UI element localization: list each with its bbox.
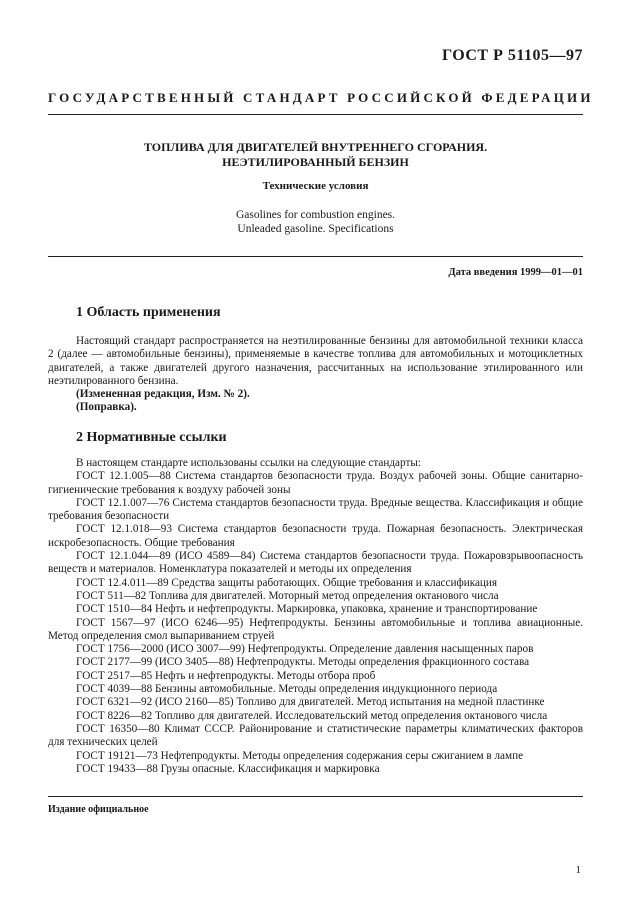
reference-item: ГОСТ 19433—88 Грузы опасные. Классификация и маркировка [76,762,380,775]
intro-date: Дата введения 1999—01—01 [448,267,583,278]
title-line-1: ТОПЛИВА ДЛЯ ДВИГАТЕЛЕЙ ВНУТРЕННЕГО СГОРАНИЯ. [143,140,488,154]
reference-item: ГОСТ 4039—88 Бензины автомобильные. Методы определения индукционного периода [76,683,498,696]
english-title [48,208,583,236]
edition-label: Издание официальное [48,804,149,815]
standard-header: ГОСУДАРСТВЕННЫЙ СТАНДАРТ РОССИЙСКОЙ ФЕДЕРАЦИИ [48,90,594,105]
english-title-line-1: Gasolines for combustion engines. [235,209,396,221]
gost-number: ГОСТ Р 51105—97 [441,47,583,64]
page-number: 1 [575,864,581,876]
footer-divider [48,796,583,797]
reference-item: ГОСТ 2517—85 Нефть и нефтепродукты. Методы отбора проб [76,669,376,682]
amendment-note: (Измененная редакция, Изм. № 2). [76,388,250,401]
reference-item: ГОСТ 12.1.005—88 Система стандартов безопасности труда. Воздух рабочей зоны. Общие санитарно-гигиенические требования к воздуху рабочей зоны [48,470,583,496]
correction-note: (Поправка). [76,401,137,414]
middle-divider [48,256,583,257]
reference-item: ГОСТ 2177—99 (ИСО 3405—88) Нефтепродукты. Методы определения фракционного состава [76,656,530,669]
section-1-body [48,335,583,415]
section-1-paragraph: Настоящий стандарт распространяется на неэтилированные бензины для автомобильной техники класса 2 (далее — автомобильные бензины), применяемые в качестве топлива для автомобильных и мотоциклетных двигателей, а также двигателей другого назначения, рассчитанных на использование этилированного или неэтилированного бензина. [48,335,583,387]
reference-item: ГОСТ 511—82 Топлива для двигателей. Моторный метод определения октанового числа [76,589,499,602]
reference-item: ГОСТ 6321—92 (ИСО 2160—85) Топливо для двигателей. Метод испытания на медной пластинке [76,696,545,709]
title-line-2: НЕЭТИЛИРОВАННЫЙ БЕНЗИН [222,155,409,169]
section-2-body [48,457,583,776]
reference-item: ГОСТ 1510—84 Нефть и нефтепродукты. Маркировка, упаковка, хранение и транспортирование [76,603,538,616]
reference-item: ГОСТ 1756—2000 (ИСО 3007—99) Нефтепродукты. Определение давления насыщенных паров [76,643,534,656]
document-subtitle: Технические условия [262,180,369,192]
reference-item: ГОСТ 1567—97 (ИСО 6246—95) Нефтепродукты. Бензины автомобильные и топлива авиационные. Метод определения смол выпариванием струей [48,616,583,642]
reference-item: ГОСТ 12.1.007—76 Система стандартов безопасности труда. Вредные вещества. Классификация и общие требования безопасности [48,496,583,523]
reference-item: ГОСТ 19121—73 Нефтепродукты. Методы определения содержания серы сжиганием в лампе [76,749,524,762]
reference-item: ГОСТ 12.4.011—89 Средства защиты работающих. Общие требования и классификация [76,576,498,589]
reference-item: ГОСТ 8226—82 Топливо для двигателей. Исследовательский метод определения октанового числа [76,709,548,722]
top-divider [48,114,583,115]
reference-item: ГОСТ 12.1.044—89 (ИСО 4589—84) Система стандартов безопасности труда. Пожаровзрывоопасность веществ и материалов. Номенклатура показателей и методы их определения [48,550,583,576]
document-title [48,140,583,170]
english-title-line-2: Unleaded gasoline. Specifications [237,223,394,235]
section-1-heading: 1 Область применения [76,305,221,320]
reference-item: ГОСТ 16350—80 Климат СССР. Районирование и статистические параметры климатических факторов для технических целей [48,722,583,749]
reference-item: ГОСТ 12.1.018—93 Система стандартов безопасности труда. Пожарная безопасность. Электрическая искробезопасность. Общие требования [48,523,583,549]
references-intro: В настоящем стандарте использованы ссылки на следующие стандарты: [76,457,421,469]
section-2-heading: 2 Нормативные ссылки [76,430,227,445]
